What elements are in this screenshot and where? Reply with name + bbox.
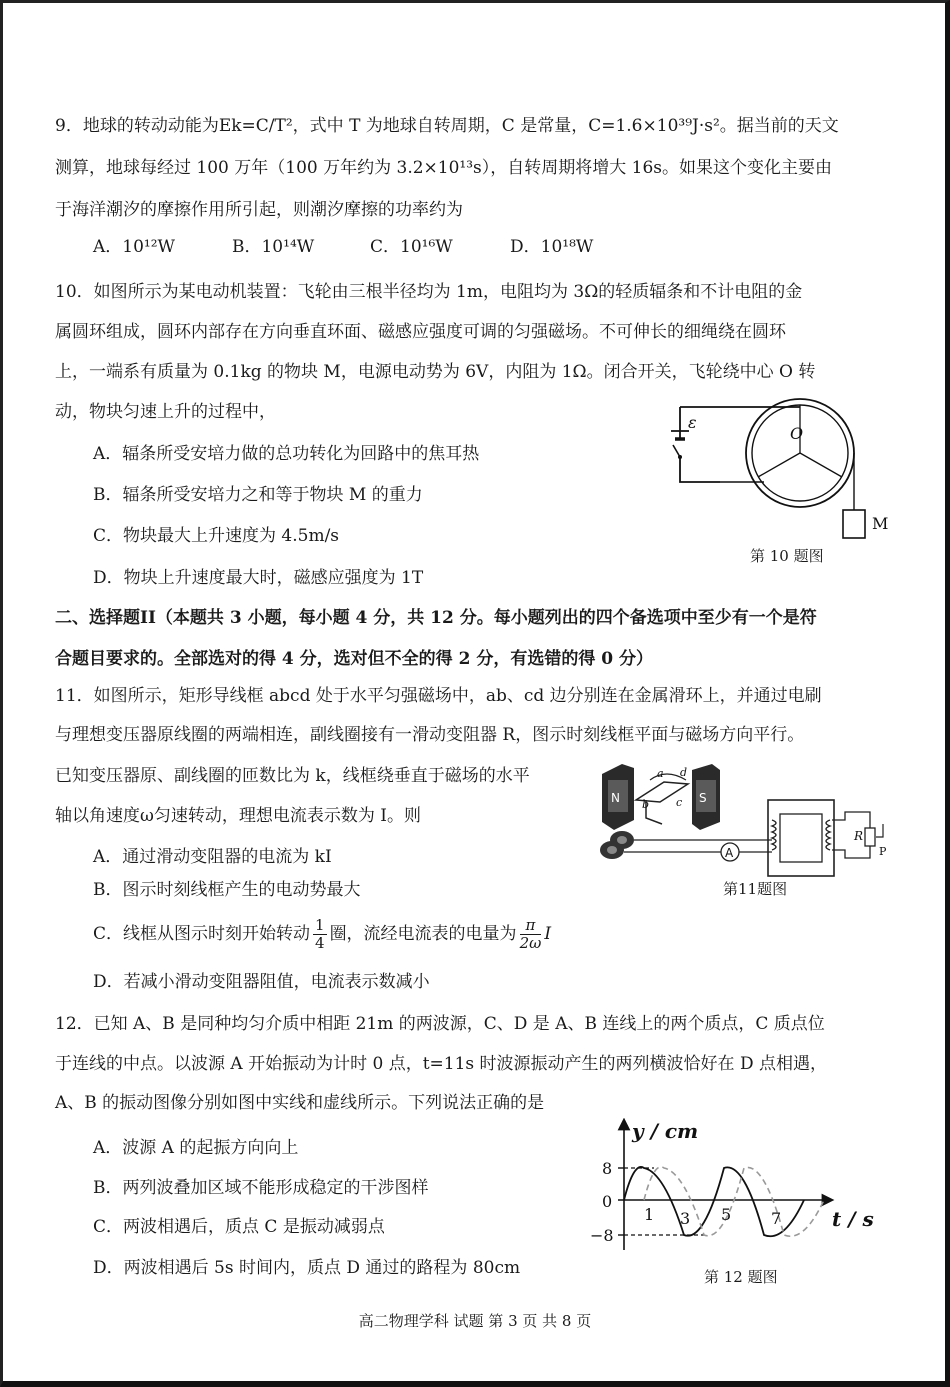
q11-option-c <box>93 914 551 954</box>
q12-y-tick-top: 8 <box>602 1159 613 1178</box>
q11-frac2-den: 2ω <box>519 934 542 952</box>
q11-frac1-den: 4 <box>315 934 325 952</box>
q10-line-1: 10．如图所示为某电动机装置：飞轮由三根半径均为 1m，电阻均为 3Ω的轻质辐条和不计电阻的金 <box>55 282 803 302</box>
q11-label-b: b <box>642 798 650 811</box>
q11-label-c: c <box>676 796 683 809</box>
q12-x-tick-7: 7 <box>771 1209 782 1228</box>
q10-line-4: 动，物块匀速上升的过程中， <box>55 402 276 422</box>
q12-y-tick-zero: 0 <box>602 1192 613 1211</box>
q11-fraction-quarter <box>313 917 327 952</box>
q11-label-ammeter: A <box>725 846 734 860</box>
q11-option-c-middle: 圈，流经电流表的电量为 <box>329 924 517 944</box>
q12-line-2: 于连线的中点。以波源 A 开始振动为计时 0 点，t=11s 时波源振动产生的两列横波恰好在 D 点相遇， <box>55 1054 827 1074</box>
q11-label-p: P <box>879 845 887 858</box>
q12-x-axis-label: t / s <box>832 1207 874 1231</box>
q12-x-tick-1: 1 <box>644 1205 655 1224</box>
q11-label-n: N <box>611 791 620 805</box>
q10-option-c: C．物块最大上升速度为 4.5m/s <box>93 526 340 546</box>
q12-option-d: D．两波相遇后 5s 时间内，质点 D 通过的路程为 80cm <box>93 1258 521 1278</box>
q11-line-3: 已知变压器原、副线圈的匝数比为 k，线框绕垂直于磁场的水平 <box>55 766 530 786</box>
page-footer: 高二物理学科 试题 第 3 页 共 8 页 <box>358 1312 592 1330</box>
q10-option-b: B．辐条所受安培力之和等于物块 M 的重力 <box>93 485 423 505</box>
q11-frac2-num: π <box>520 917 542 935</box>
q11-option-a: A．通过滑动变阻器的电流为 kI <box>93 847 332 867</box>
q12-vibration-graph <box>588 1118 878 1256</box>
q10-option-d: D．物块上升速度最大时，磁感应强度为 1T <box>93 568 424 588</box>
q12-x-tick-3: 3 <box>680 1209 691 1228</box>
q12-x-tick-5: 5 <box>721 1205 732 1224</box>
q10-line-2: 属圆环组成，圆环内部存在方向垂直环面、磁感应强度可调的匀强磁场。不可伸长的细绳绕在圆环 <box>55 322 786 342</box>
q9-option-a: A．10¹²W <box>93 237 176 257</box>
q12-option-a: A．波源 A 的起振方向向上 <box>93 1138 299 1158</box>
q12-figure-caption: 第 12 题图 <box>704 1268 778 1286</box>
q11-fraction-pi <box>520 917 542 952</box>
q11-option-d: D．若减小滑动变阻器阻值，电流表示数减小 <box>93 972 430 992</box>
q11-generator-figure <box>600 762 895 877</box>
q10-figure-caption: 第 10 题图 <box>750 547 824 565</box>
q11-option-b: B．图示时刻线框产生的电动势最大 <box>93 880 361 900</box>
q12-line-1: 12．已知 A、B 是同种均匀介质中相距 21m 的两波源，C、D 是 A、B 连线上的两个质点，C 质点位 <box>55 1014 825 1034</box>
q9-option-b: B．10¹⁴W <box>232 237 315 257</box>
q11-line-1: 11．如图所示，矩形导线框 abcd 处于水平匀强磁场中，ab、cd 边分别连在金属滑环上，并通过电刷 <box>55 686 822 706</box>
q11-line-4: 轴以角速度ω匀速转动，理想电流表示数为 I。则 <box>55 806 421 826</box>
q11-line-2: 与理想变压器原线圈的两端相连，副线圈接有一滑动变阻器 R，图示时刻线框平面与磁场方向平行。 <box>55 725 805 745</box>
q9-option-c: C．10¹⁶W <box>370 237 453 257</box>
q11-figure-caption: 第11题图 <box>723 880 788 898</box>
q10-mass-label: M <box>872 514 889 533</box>
q10-option-a: A．辐条所受安培力做的总功转化为回路中的焦耳热 <box>93 444 480 464</box>
section2-line-1: 二、选择题II（本题共 3 小题，每小题 4 分，共 12 分。每小题列出的四个备选项中至少有一个是符 <box>55 608 817 628</box>
q11-option-c-prefix: C．线框从图示时刻开始转动 <box>93 924 311 944</box>
q11-label-s: S <box>699 791 707 805</box>
q9-line-2: 测算，地球每经过 100 万年（100 万年约为 3.2×10¹³s），自转周期将增大 16s。如果这个变化主要由 <box>55 158 833 178</box>
q11-option-c-suffix: I <box>544 924 552 944</box>
q11-label-a: a <box>657 767 664 780</box>
q9-line-3: 于海洋潮汐的摩擦作用所引起，则潮汐摩擦的功率约为 <box>55 200 463 220</box>
q9-line-1: 9．地球的转动动能为Ek=C/T²，式中 T 为地球自转周期，C 是常量，C=1.6×10³⁹J·s²。据当前的天文 <box>55 116 839 136</box>
q11-label-r: R <box>854 829 864 843</box>
q10-line-3: 上，一端系有质量为 0.1kg 的物块 M，电源电动势为 6V，内阻为 1Ω。闭合开关，飞轮绕中心 O 转 <box>55 362 816 382</box>
q12-option-c: C．两波相遇后，质点 C 是振动减弱点 <box>93 1217 385 1237</box>
q10-motor-figure <box>660 395 890 545</box>
q12-y-axis-label: y / cm <box>632 1119 699 1143</box>
q12-y-tick-bottom: −8 <box>590 1226 614 1245</box>
q12-line-3: A、B 的振动图像分别如图中实线和虚线所示。下列说法正确的是 <box>55 1093 545 1113</box>
q12-option-b: B．两列波叠加区域不能形成稳定的干涉图样 <box>93 1178 429 1198</box>
section2-line-2: 合题目要求的。全部选对的得 4 分，选对但不全的得 2 分，有选错的得 0 分） <box>55 649 653 669</box>
q11-label-d: d <box>680 766 688 779</box>
q10-center-label: O <box>790 424 804 443</box>
q10-emf-label: ε <box>688 413 697 432</box>
q11-frac1-num: 1 <box>315 916 325 934</box>
q9-option-d: D．10¹⁸W <box>510 237 594 257</box>
